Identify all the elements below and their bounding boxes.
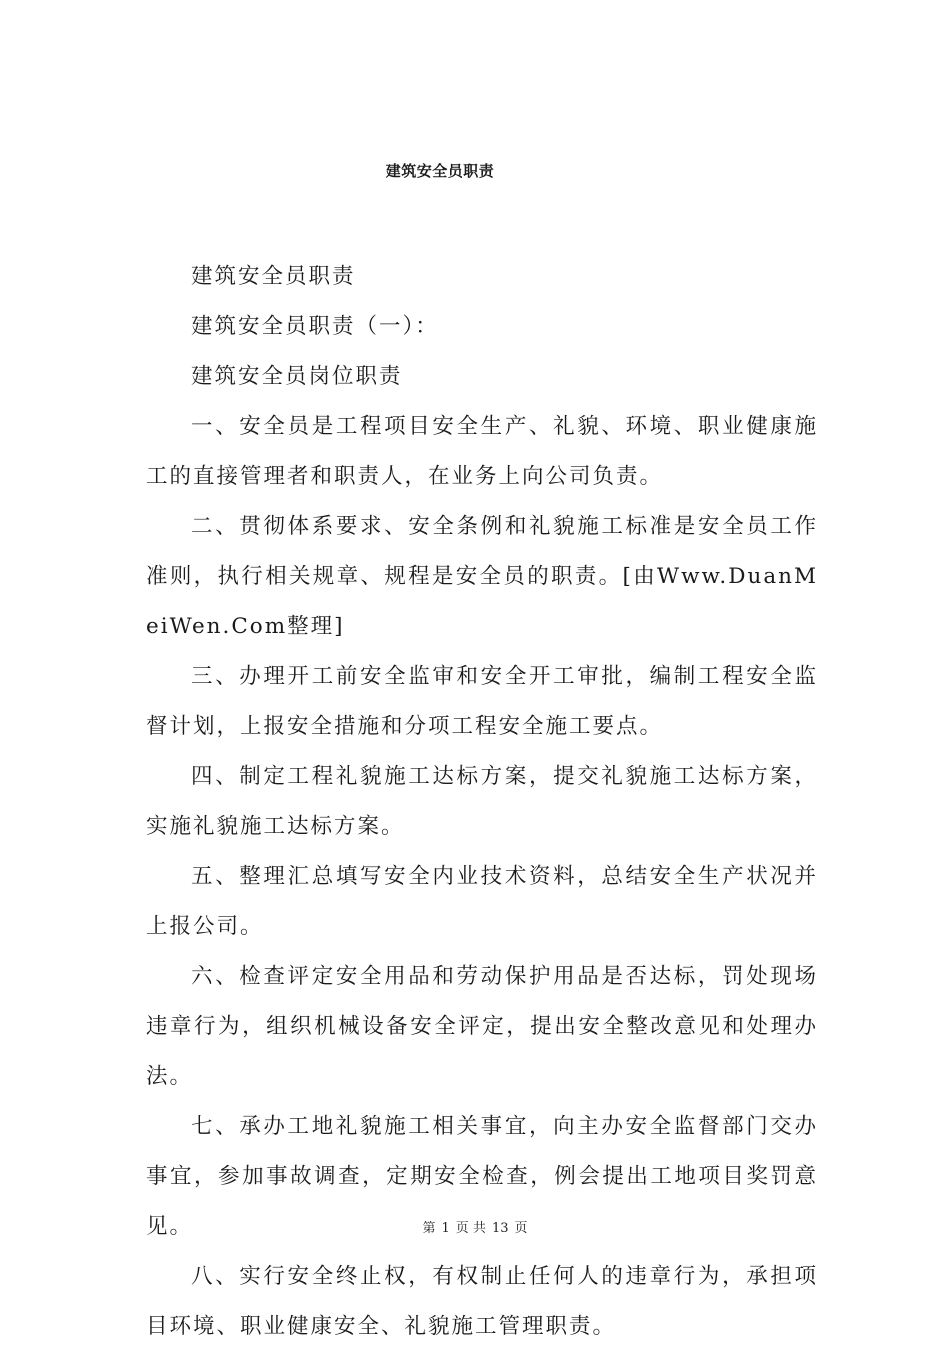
paragraph: 建筑安全员职责 — [191, 264, 356, 289]
paragraph: 七、承办工地礼貌施工相关事宜，向主办安全监督部门交办事宜，参加事故调查，定期安全检查，例会提出工地项目奖罚意见。 — [146, 1114, 818, 1239]
footer-page-number: 1 — [441, 1221, 450, 1236]
paragraph: 二、贯彻体系要求、安全条例和礼貌施工标准是安全员工作准则，执行相关规章、规程是安全员的职责。[由Www.DuanMeiWen.Com整理] — [146, 514, 818, 639]
paragraph: 四、制定工程礼貌施工达标方案，提交礼貌施工达标方案，实施礼貌施工达标方案。 — [146, 764, 818, 839]
paragraph: 三、办理开工前安全监审和安全开工审批，编制工程安全监督计划，上报安全措施和分项工程安全施工要点。 — [146, 664, 818, 739]
page-footer — [0, 1217, 950, 1236]
footer-prefix: 第 — [422, 1221, 436, 1236]
footer-middle: 页 共 — [455, 1221, 486, 1236]
paragraph: 八、实行安全终止权，有权制止任何人的违章行为，承担项目环境、职业健康安全、礼貌施工管理职责。 — [146, 1264, 818, 1339]
paragraph: 建筑安全员职责（一）： — [191, 314, 439, 339]
document-body — [146, 252, 818, 1352]
paragraph: 建筑安全员岗位职责 — [191, 364, 403, 389]
footer-suffix: 页 — [514, 1221, 528, 1236]
paragraph: 六、检查评定安全用品和劳动保护用品是否达标，罚处现场违章行为，组织机械设备安全评定，提出安全整改意见和处理办法。 — [146, 964, 818, 1089]
paragraph: 一、安全员是工程项目安全生产、礼貌、环境、职业健康施工的直接管理者和职责人，在业务上向公司负责。 — [146, 414, 818, 489]
footer-total-pages: 13 — [491, 1221, 509, 1236]
paragraph: 五、整理汇总填写安全内业技术资料，总结安全生产状况并上报公司。 — [146, 864, 818, 939]
document-title: 建筑安全员职责 — [385, 162, 495, 180]
